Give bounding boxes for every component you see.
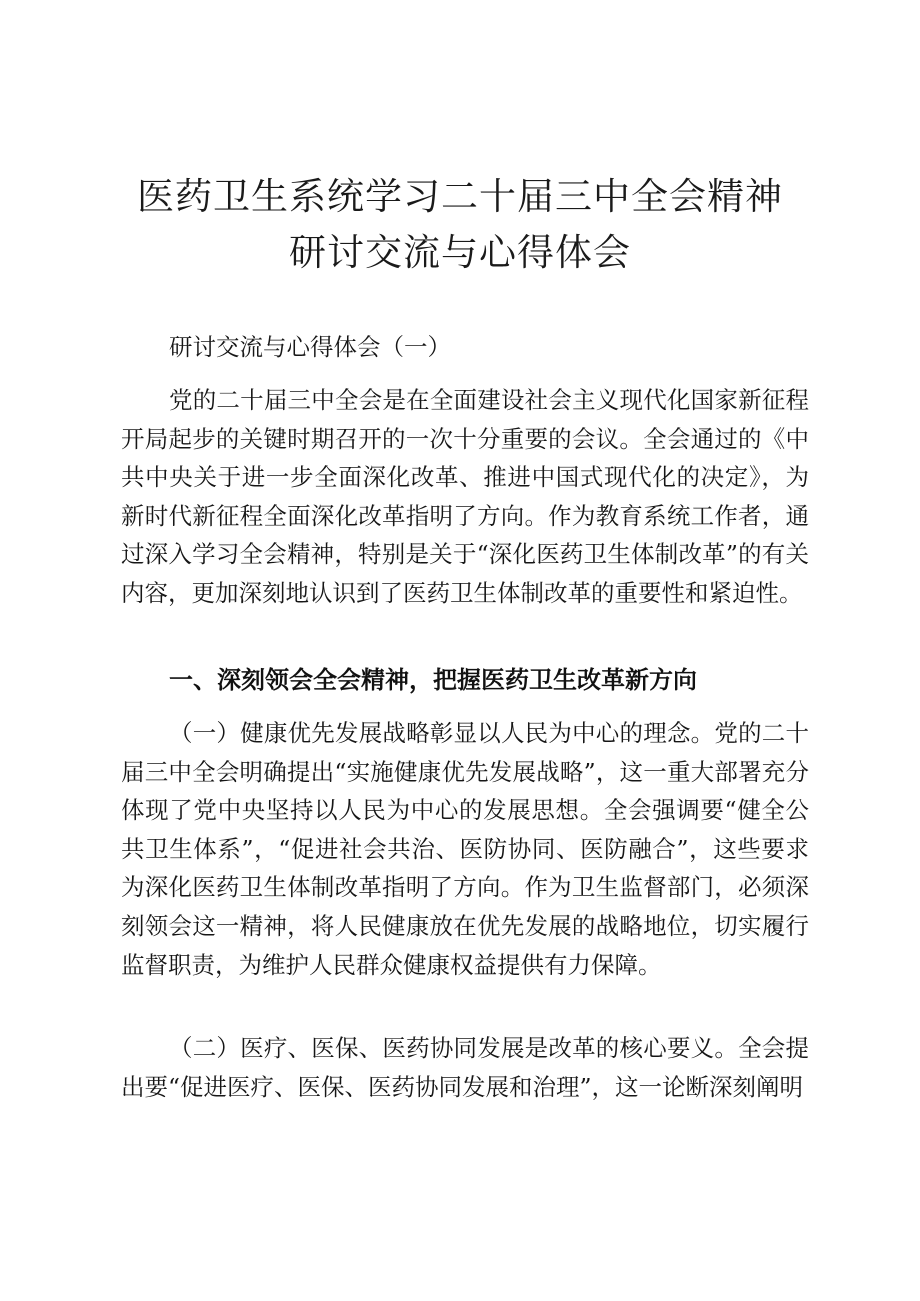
paragraph-point-2: （二）医疗、医保、医药协同发展是改革的核心要义。全会提出要“促进医疗、医保、医药协同发展和治理”，这一论断深刻阐明: [121, 1034, 809, 1101]
section-heading-1: 一、深刻领会全会精神，把握医药卫生改革新方向: [169, 666, 697, 694]
document-title-line-1: 医药卫生系统学习二十届三中全会精神: [137, 175, 783, 218]
paragraph-intro: 党的二十届三中全会是在全面建设社会主义现代化国家新征程开局起步的关键时期召开的一次十分重要的会议。全会通过的《中共中央关于进一步全面深化改革、推进中国式现代化的决定》，为新时代新征程全面深化改革指明了方向。作为教育系统工作者，通过深入学习全会精神，特别是关于“深化医药卫生体制改革”的有关内容，更加深刻地认识到了医药卫生体制改革的重要性和紧迫性。: [121, 386, 809, 607]
section-subtitle: 研讨交流与心得体会（一）: [169, 333, 451, 361]
paragraph-point-1: （一）健康优先发展战略彰显以人民为中心的理念。党的二十届三中全会明确提出“实施健康优先发展战略”，这一重大部署充分体现了党中央坚持以人民为中心的发展思想。全会强调要“健全公共卫生体系”，“促进社会共治、医防协同、医防融合”，这些要求为深化医药卫生体制改革指明了方向。作为卫生监督部门，必须深刻领会这一精神，将人民健康放在优先发展的战略地位，切实履行监督职责，为维护人民群众健康权益提供有力保障。: [121, 719, 809, 979]
document-title-line-2: 研讨交流与心得体会: [289, 231, 631, 274]
